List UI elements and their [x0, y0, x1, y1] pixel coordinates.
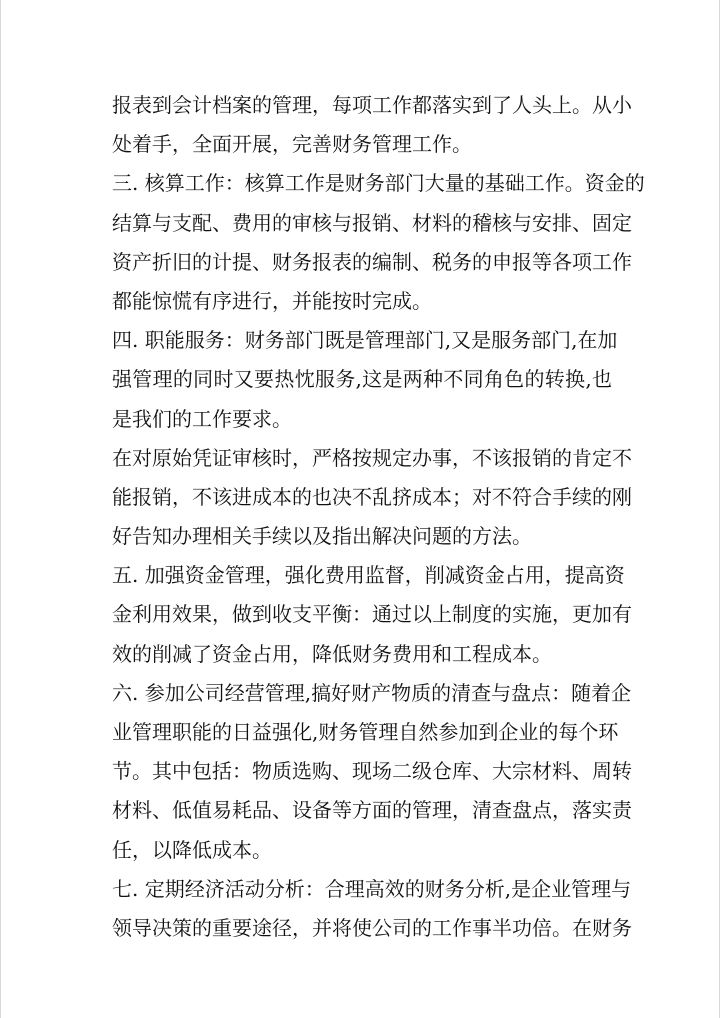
text-line: 效的削减了资金占用，降低财务费用和工程成本。 [112, 641, 552, 666]
text-line: 业管理职能的日益强化,财务管理自然参加到企业的每个环 [112, 720, 619, 744]
text-line: 任，以降低成本。 [112, 837, 272, 862]
text-line: 领导决策的重要途径，并将使公司的工作事半功倍。在财务 [112, 915, 632, 940]
text-line: 好告知办理相关手续以及指出解决问题的方法。 [112, 524, 532, 549]
text-line: 节。其中包括：物质选购、现场二级仓库、大宗材料、周转 [112, 759, 632, 784]
document-body [112, 86, 645, 948]
text-line: 处着手，全面开展，完善财务管理工作。 [112, 132, 472, 157]
text-line: 能报销，不该进成本的也决不乱挤成本；对不符合手续的刚 [112, 484, 632, 509]
text-line: 金利用效果，做到收支平衡：通过以上制度的实施，更加有 [112, 602, 632, 627]
text-line: 都能惊慌有序进行，并能按时完成。 [112, 288, 432, 313]
text-line: 五. 加强资金管理，强化费用监督，削减资金占用，提高资 [112, 563, 625, 588]
text-line: 在对原始凭证审核时，严格按规定办事，不该报销的肯定不 [112, 445, 632, 470]
text-line: 三. 核算工作：核算工作是财务部门大量的基础工作。资金的 [112, 171, 645, 196]
text-line: 强管理的同时又要热忱服务,这是两种不同角色的转换,也 [112, 367, 612, 392]
text-line: 报表到会计档案的管理，每项工作都落实到了人头上。从小 [112, 93, 632, 117]
text-line: 四. 职能服务：财务部门既是管理部门,又是服务部门,在加 [112, 328, 618, 353]
text-line: 是我们的工作要求。 [112, 406, 292, 431]
text-line: 七. 定期经济活动分析：合理高效的财务分析,是企业管理与 [112, 876, 632, 901]
text-line: 结算与支配、费用的审核与报销、材料的稽核与安排、固定 [112, 210, 632, 235]
text-line: 六. 参加公司经营管理,搞好财产物质的清查与盘点：随着企 [112, 680, 632, 705]
text-line: 资产折旧的计提、财务报表的编制、税务的申报等各项工作 [112, 249, 632, 274]
text-line: 材料、低值易耗品、设备等方面的管理，清查盘点，落实责 [112, 798, 632, 823]
